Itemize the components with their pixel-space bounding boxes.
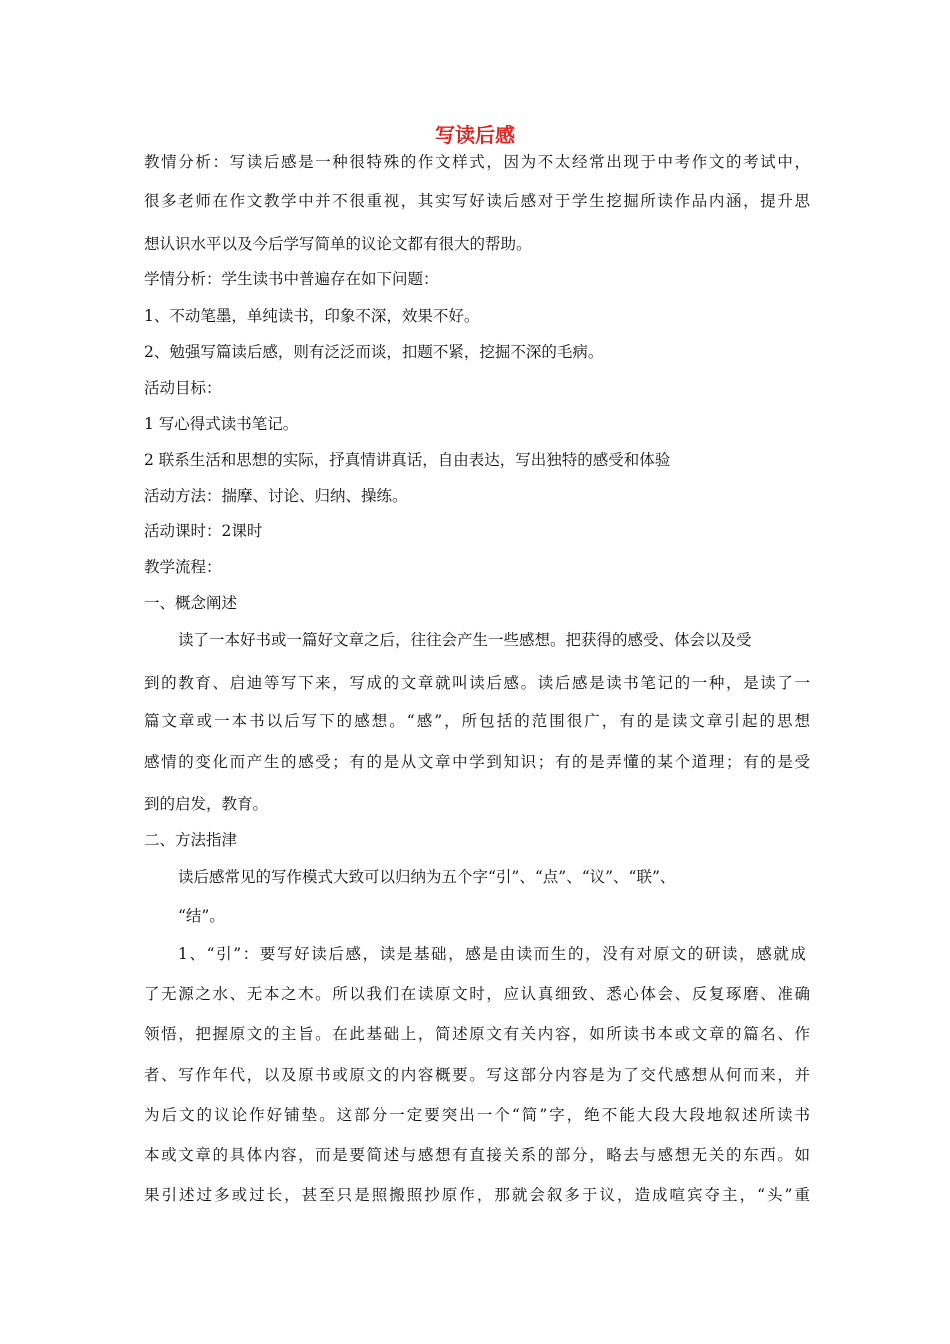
text-line: 教情分析：写读后感是一种很特殊的作文样式，因为不太经常出现于中考作文的考试中， — [144, 153, 810, 171]
section-heading: 一、概念阐述 — [144, 594, 238, 612]
text-line: 读了一本好书或一篇好文章之后，往往会产生一些感想。把获得的感受、体会以及受 — [178, 631, 752, 649]
text-line: 1 写心得式读书笔记。 — [144, 415, 299, 433]
text-line: 2 联系生活和思想的实际，抒真情讲真话，自由表达，写出独特的感受和体验 — [144, 451, 671, 469]
text-line: 活动方法：揣摩、讨论、归纳、操练。 — [144, 487, 408, 505]
text-line: 想认识水平以及今后学写简单的议论文都有很大的帮助。 — [144, 235, 532, 253]
text-line: 了无源之水、无本之木。所以我们在读原文时，应认真细致、悉心体会、反复琢磨、准确 — [144, 985, 810, 1003]
text-line: 篇文章或一本书以后写下的感想。“感”，所包括的范围很广，有的是读文章引起的思想 — [144, 712, 810, 730]
text-line: 很多老师在作文教学中并不很重视，其实写好读后感对于学生挖掘所读作品内涵，提升思 — [144, 192, 810, 210]
text-line: 者、写作年代，以及原书或原文的内容概要。写这部分内容是为了交代感想从何而来，并 — [144, 1066, 810, 1084]
text-line: 活动目标： — [144, 379, 222, 397]
text-line: 到的启发，教育。 — [144, 795, 269, 813]
text-line: 感情的变化而产生的感受；有的是从文章中学到知识；有的是弄懂的某个道理；有的是受 — [144, 753, 810, 771]
text-line: 果引述过多或过长，甚至只是照搬照抄原作，那就会叙多于议，造成喧宾夺主，“头”重 — [144, 1186, 810, 1204]
text-line: 领悟，把握原文的主旨。在此基础上，简述原文有关内容，如所读书本或文章的篇名、作 — [144, 1025, 810, 1043]
text-line: 到的教育、启迪等写下来，写成的文章就叫读后感。读后感是读书笔记的一种，是读了一 — [144, 674, 810, 692]
text-line: 1、“引”：要写好读后感，读是基础，感是由读而生的，没有对原文的研读，感就成 — [178, 945, 806, 963]
text-line: 读后感常见的写作模式大致可以归纳为五个字“引”、“点”、“议”、“联”、 — [178, 868, 676, 886]
document-title: 写读后感 — [435, 123, 515, 147]
text-line: 教学流程： — [144, 558, 222, 576]
text-line: 本或文章的具体内容，而是要简述与感想有直接关系的部分，略去与感想无关的东西。如 — [144, 1146, 810, 1164]
text-line: 2、勉强写篇读后感，则有泛泛而谈，扣题不紧，挖掘不深的毛病。 — [144, 343, 604, 361]
text-line: 为后文的议论作好铺垫。这部分一定要突出一个“简”字，绝不能大段大段地叙述所读书 — [144, 1106, 810, 1124]
text-line: 活动课时：2课时 — [144, 522, 263, 540]
text-line: 学情分析：学生读书中普遍存在如下问题： — [144, 270, 439, 288]
section-heading: 二、方法指津 — [144, 831, 238, 849]
text-line: “结”。 — [178, 907, 225, 925]
text-line: 1、不动笔墨，单纯读书，印象不深，效果不好。 — [144, 307, 480, 325]
